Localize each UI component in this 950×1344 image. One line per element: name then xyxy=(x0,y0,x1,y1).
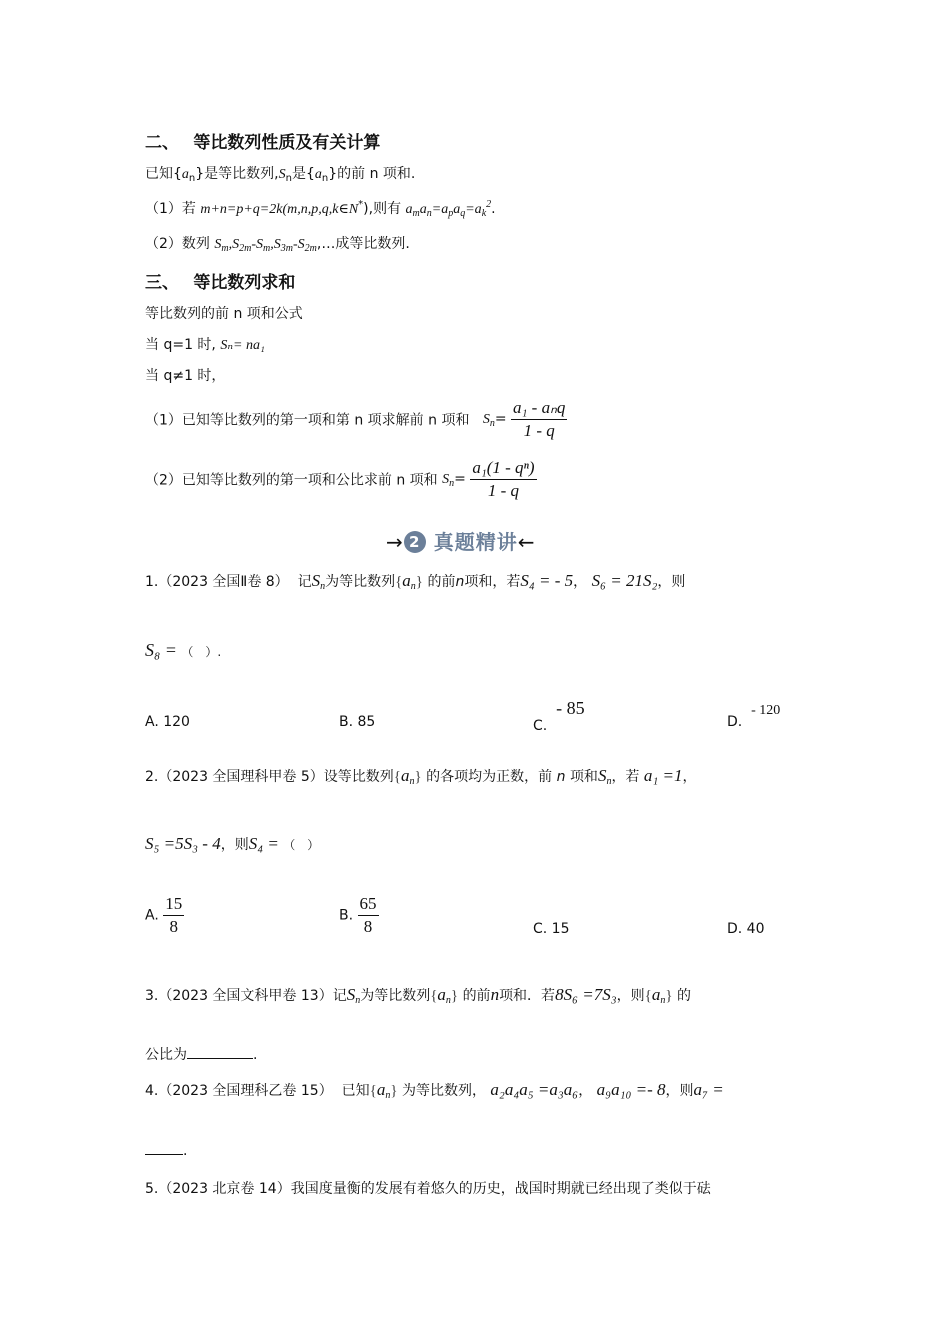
section3-line1: 等比数列的前 n 项和公式 xyxy=(145,306,303,322)
question-2: 2.（2023 全国理科甲卷 5）设等比数列$\{a_n\}$ 的各项均为正数，前 n 项和$S_n$，若 a₁ =1， xyxy=(145,766,697,787)
section2-item2: （2）数列 $S_m,S_{2m}-S_m,S_{3m}-S_{2m},\dots$成等比数列. xyxy=(145,236,410,254)
q1-option-a[interactable]: A. 120 xyxy=(145,714,190,730)
section2-title: 二、 等比数列性质及有关计算 xyxy=(145,133,381,153)
number-badge: 2 xyxy=(404,531,426,553)
section3-title: 三、 等比数列求和 xyxy=(145,273,296,293)
section3-line3: 当 q≠1 时， xyxy=(145,368,226,384)
sum-formula-2: $\frac{\text{a₁(1 - qⁿ)}}{1 - q}$ xyxy=(472,458,535,500)
section2-intro: 已知$\{a_n\}$是等比数列$,S_n$是$\{a_n\}$的前 n 项和. xyxy=(145,166,416,184)
section3-line2: 当 q=1 时, Sₙ= na₁ xyxy=(145,337,265,353)
q1-option-d[interactable]: D. - 120 xyxy=(727,703,781,730)
q2-option-c[interactable]: C. 15 xyxy=(533,921,570,937)
question-1-ask: S₈ = （ ）. xyxy=(145,640,222,660)
q2-option-a[interactable]: A. $\frac{15}{8}$ xyxy=(145,894,183,936)
question-5: 5.（2023 北京卷 14）我国度量衡的发展有着悠久的历史，战国时期就已经出现了类似于砝 xyxy=(145,1181,711,1197)
question-4-line2: . xyxy=(145,1140,187,1159)
sum-formula-1: $\frac{\text{a₁ - aₙq}}{1 - q}$ xyxy=(513,398,566,440)
question-1: 1.（2023 全国Ⅱ卷 8） 记$S_n$为等比数列$\{a_n\}$ 的前n项和，若S₄ = - 5， S₆ = 21S₂，则 xyxy=(145,571,686,592)
banner-real-exam: → 2 真题精讲← xyxy=(386,530,536,554)
question-3-line2: 公比为 . xyxy=(145,1044,257,1064)
question-4: 4.（2023 全国理科乙卷 15） 已知$\{a_n\}$ 为等比数列， a₂a₄a₅ =a₃a₆， a₉a₁₀ =- 8，则a₇ = xyxy=(145,1080,724,1101)
q2-option-d[interactable]: D. 40 xyxy=(727,921,765,937)
answer-blank[interactable] xyxy=(187,1044,253,1059)
q1-option-b[interactable]: B. 85 xyxy=(339,714,376,730)
section3-item2: （2）已知等比数列的第一项和公比求前 n 项和 $S_n=$ $\frac{\text{a₁(1 - qⁿ)}}{1 - q}$ xyxy=(145,458,535,500)
section2-item1: （1）若 m+n=p+q=2k(m,n,p,q,k∈N*),则有 $a_ma_n=a_pa_q=a_k^2$. xyxy=(145,199,496,219)
answer-blank[interactable] xyxy=(145,1140,183,1155)
section3-item1: （1）已知等比数列的第一项和第 n 项求解前 n 项和 $S_n=$ $\frac{\text{a₁ - aₙq}}{1 - q}$ xyxy=(145,398,566,440)
q1-option-c[interactable]: C. - 85 xyxy=(533,698,585,734)
q2-option-b[interactable]: B. $\frac{65}{8}$ xyxy=(339,894,377,936)
question-3: 3.（2023 全国文科甲卷 13）记$S_n$为等比数列$\{a_n\}$ 的前n项和．若8S₆ =7S₃，则$\{a_n\}$ 的 xyxy=(145,985,691,1006)
question-2-ask: S₅ =5S₃ - 4，则S₄ = （ ） xyxy=(145,834,320,853)
